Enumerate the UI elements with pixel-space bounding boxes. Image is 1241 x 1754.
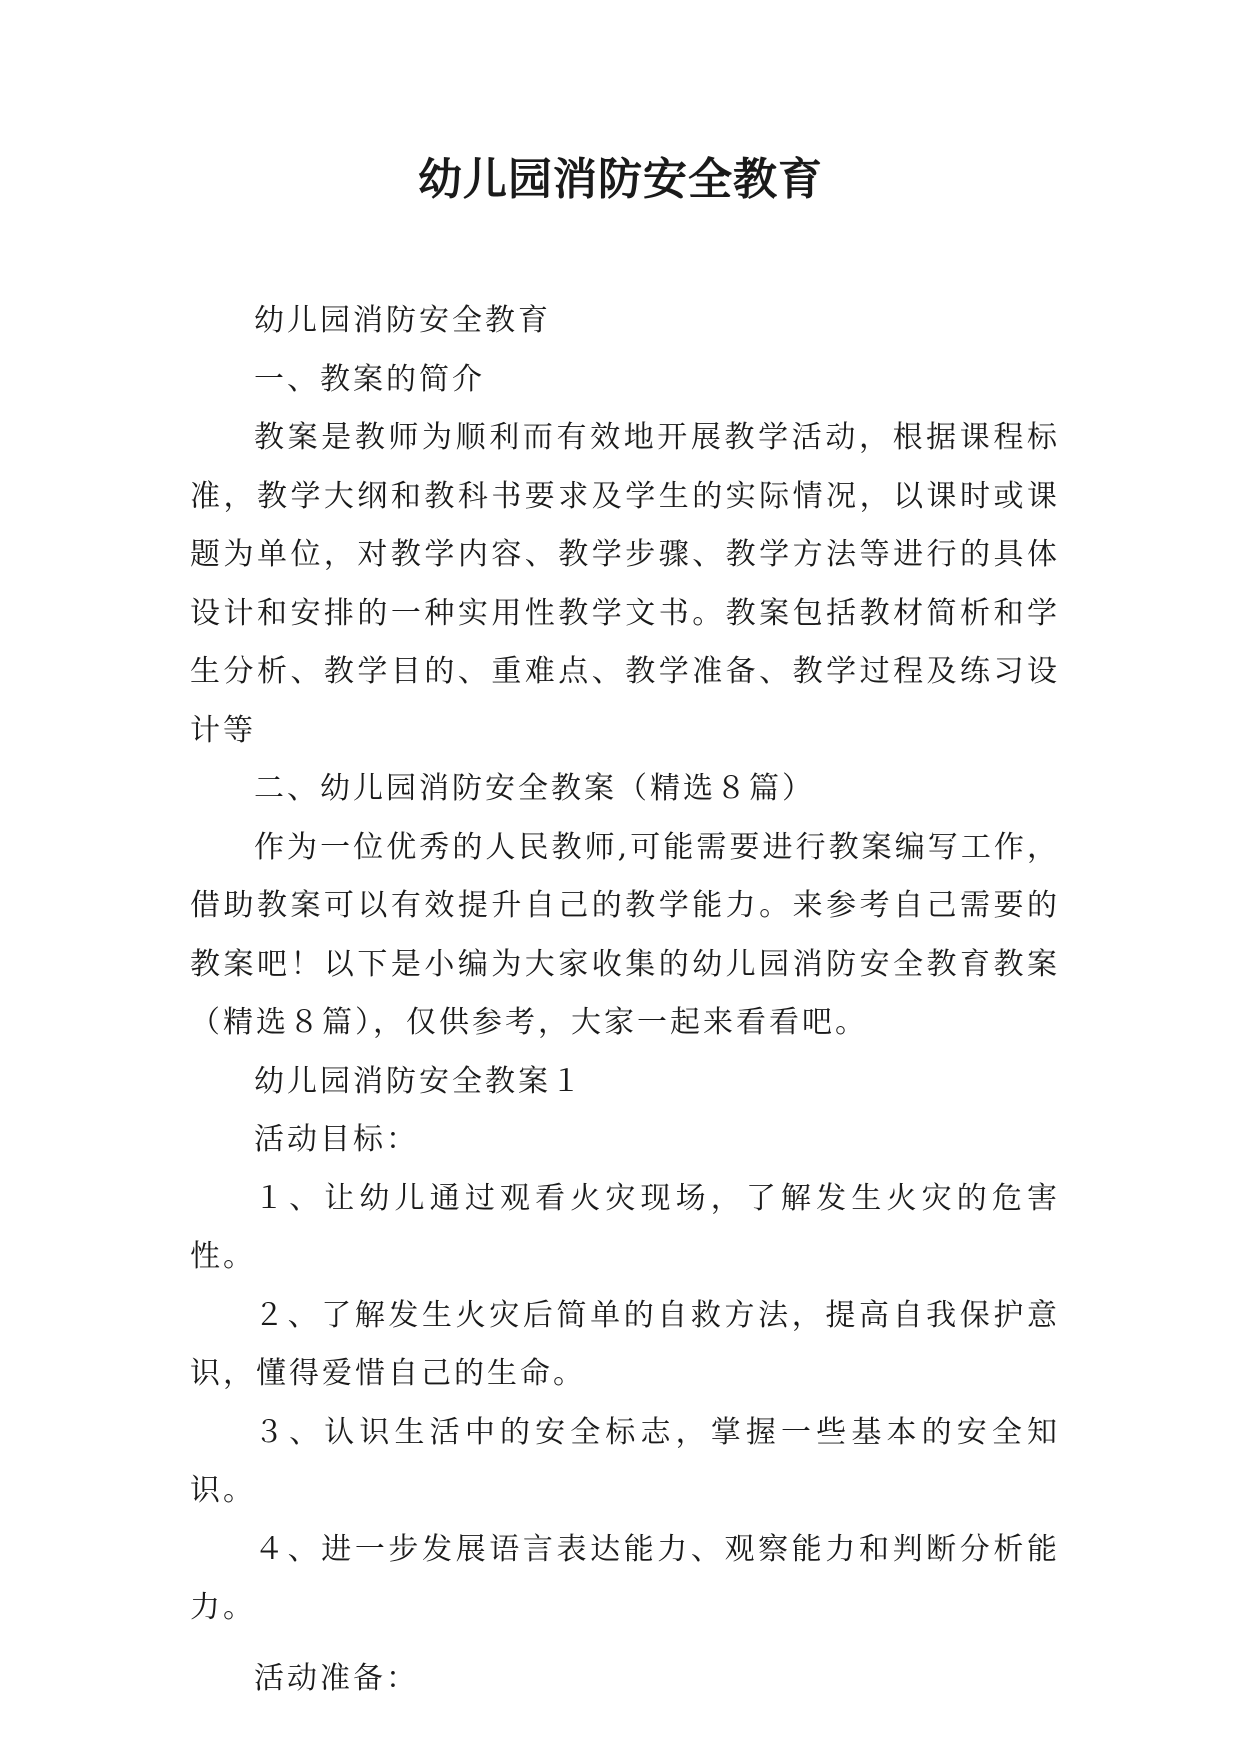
- document-body: [190, 292, 1060, 1708]
- lesson-plan-heading: 幼儿园消防安全教案１: [254, 1063, 584, 1099]
- paragraph-preface: 作为一位优秀的人民教师,可能需要进行教案编写工作，借助教案可以有效提升自己的教学能力。来参考自己需要的教案吧！以下是小编为大家收集的幼儿园消防安全教育教案（精选８篇），仅供参考，大家一起来看看吧。: [190, 829, 1060, 1040]
- activity-preparation-heading: 活动准备：: [254, 1660, 419, 1696]
- document-title: 幼儿园消防安全教育: [418, 154, 823, 205]
- section-heading-lesson-plans: 二、幼儿园消防安全教案（精选８篇）: [254, 771, 815, 806]
- goal-item: ４、进一步发展语言表达能力、观察能力和判断分析能力。: [190, 1531, 1060, 1625]
- goal-item: ２、了解发生火灾后简单的自救方法，提高自我保护意识，懂得爱惜自己的生命。: [190, 1297, 1060, 1391]
- activity-goals-heading: 活动目标：: [254, 1122, 419, 1157]
- goal-item: １、让幼儿通过观看火灾现场，了解发生火灾的危害性。: [190, 1180, 1060, 1274]
- paragraph-intro: 教案是教师为顺利而有效地开展教学活动，根据课程标准，教学大纲和教科书要求及学生的实际情况，以课时或课题为单位，对教学内容、教学步骤、教学方法等进行的具体设计和安排的一种实用性教学文书。教案包括教材简析和学生分析、教学目的、重难点、教学准备、教学过程及练习设计等: [190, 420, 1060, 748]
- goal-item: ３、认识生活中的安全标志，掌握一些基本的安全知识。: [190, 1414, 1060, 1508]
- section-heading-intro: 一、教案的简介: [254, 361, 485, 397]
- paragraph-subtitle: 幼儿园消防安全教育: [254, 303, 551, 338]
